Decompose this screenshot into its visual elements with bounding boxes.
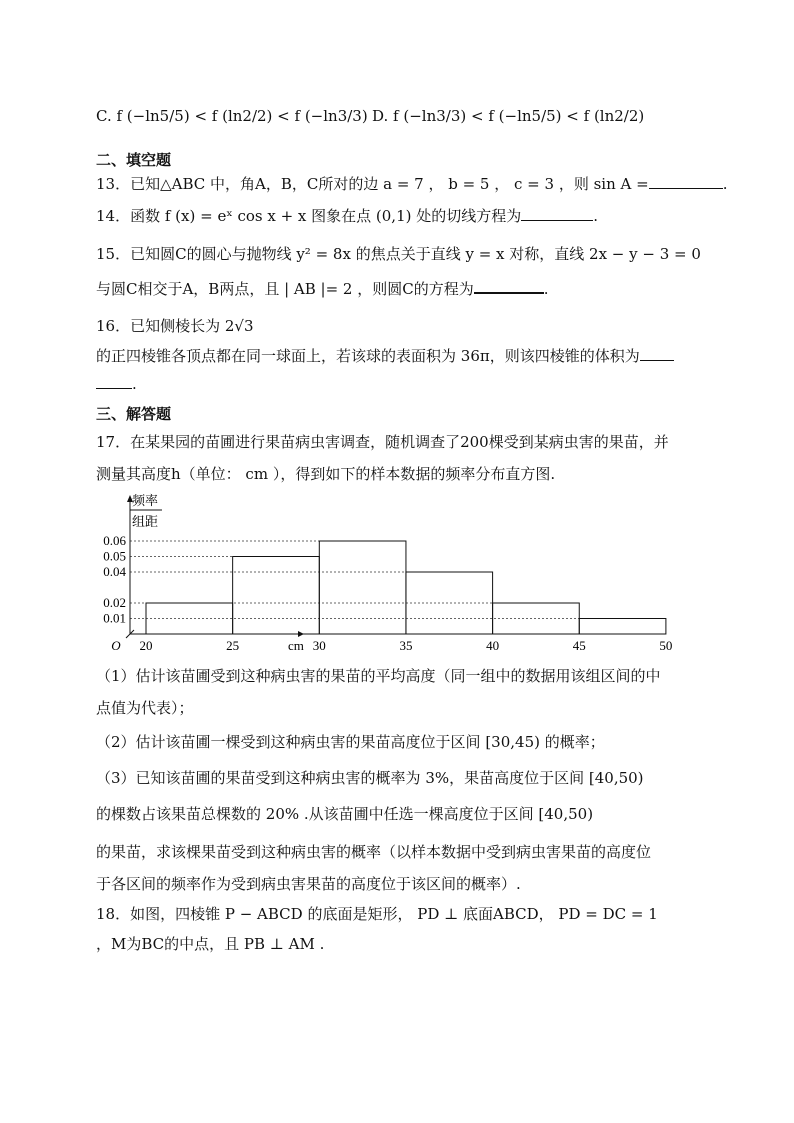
y-tick-label: 0.02	[103, 595, 126, 610]
answer-blank-16a[interactable]	[640, 346, 674, 361]
question-17-part3-line3: 的果苗，求该棵果苗受到这种病虫害的概率（以样本数据中受到病虫害果苗的高度位	[96, 843, 652, 861]
question-13	[96, 174, 727, 194]
x-tick-label: 40	[486, 638, 500, 653]
question-17-part1-line1: （1）估计该苗圃受到这种病虫害的果苗的平均高度（同一组中的数据用该组区间的中	[96, 667, 661, 685]
question-15-line2	[96, 278, 549, 299]
x-tick-label: 20	[139, 638, 153, 653]
answer-blank-16b[interactable]	[96, 374, 132, 389]
x-axis-arrow-icon	[298, 631, 304, 637]
axis-origin-label: O	[111, 638, 121, 653]
answer-blank-15[interactable]	[474, 278, 544, 294]
answer-blank-14[interactable]	[521, 206, 593, 221]
answer-blank-13[interactable]	[649, 174, 723, 189]
question-13-text: 13．已知△ABC 中，角A，B，C所对的边 a = 7 ， b = 5 ， c = 3 ，则 sin A =	[96, 175, 649, 193]
question-13-end: .	[722, 175, 728, 193]
section-title-fill-in: 二、填空题	[96, 151, 172, 169]
question-16-line2	[96, 346, 674, 366]
question-17-part3-line1: （3）已知该苗圃的果苗受到这种病虫害的概率为 3%，果苗高度位于区间 [40,50)	[96, 769, 644, 787]
y-axis-label-top: 频率	[132, 493, 159, 508]
histogram-bar	[233, 557, 320, 635]
section-title-solutions: 三、解答题	[96, 405, 172, 423]
histogram-plot-area	[103, 495, 672, 653]
x-tick-label: 30	[312, 638, 326, 653]
question-17-part2: （2）估计该苗圃一棵受到这种病虫害的果苗高度位于区间 [30,45) 的概率；	[96, 733, 605, 751]
question-14-end: .	[593, 207, 599, 225]
x-axis-unit-label: cm	[288, 638, 304, 653]
question-16-line3	[96, 374, 137, 394]
question-16-line1: 16．已知侧棱长为 2√3	[96, 317, 254, 335]
question-15-line1: 15．已知圆C的圆心与抛物线 y² = 8x 的焦点关于直线 y = x 对称，直线 2x − y − 3 = 0	[96, 245, 701, 263]
x-tick-label: 35	[399, 638, 413, 653]
y-axis-label-bottom: 组距	[132, 514, 159, 529]
frequency-histogram	[96, 490, 673, 655]
y-tick-label: 0.01	[103, 610, 126, 626]
question-17-part1-line2: 点值为代表）；	[96, 699, 194, 717]
option-c: C. f (−ln5/5) < f (ln2/2) < f (−ln3/3)	[96, 107, 368, 125]
question-18-line1: 18．如图，四棱锥 P − ABCD 的底面是矩形， PD ⊥ 底面ABCD， PD = DC = 1	[96, 905, 658, 923]
question-14-text: 14．函数 f (x) = eˣ cos x + x 图象在点 (0,1) 处的切线方程为	[96, 207, 522, 225]
question-15-text: 与圆C相交于A，B两点，且 | AB |= 2 ，则圆C的方程为	[96, 280, 474, 298]
y-tick-label: 0.06	[103, 533, 126, 548]
y-tick-label: 0.04	[103, 564, 126, 579]
y-tick-label: 0.05	[103, 548, 126, 564]
x-tick-label: 50	[659, 638, 673, 653]
question-16-end: .	[132, 375, 137, 393]
question-16-text: 的正四棱锥各顶点都在同一球面上，若该球的表面积为 36π，则该四棱锥的体积为	[96, 347, 640, 365]
x-tick-label: 25	[226, 638, 240, 653]
histogram-bar	[579, 619, 666, 635]
question-15-end: .	[543, 280, 549, 298]
question-17-line1: 17．在某果园的苗圃进行果苗病虫害调查，随机调查了200棵受到某病虫害的果苗，并	[96, 433, 669, 451]
histogram-bar	[319, 541, 406, 634]
question-18-line2: ，M为BC的中点，且 PB ⊥ AM .	[96, 935, 325, 953]
question-17-part3-line2: 的棵数占该果苗总棵数的 20% .从该苗圃中任选一棵高度位于区间 [40,50)	[96, 805, 594, 823]
question-17-part3-line4: 于各区间的频率作为受到病虫害果苗的高度位于该区间的概率）.	[96, 875, 521, 893]
question-14	[96, 206, 598, 226]
x-tick-label: 45	[572, 638, 586, 653]
option-d: D. f (−ln3/3) < f (−ln5/5) < f (ln2/2)	[372, 107, 645, 125]
question-17-line2: 测量其高度h（单位： cm ），得到如下的样本数据的频率分布直方图.	[96, 465, 556, 483]
